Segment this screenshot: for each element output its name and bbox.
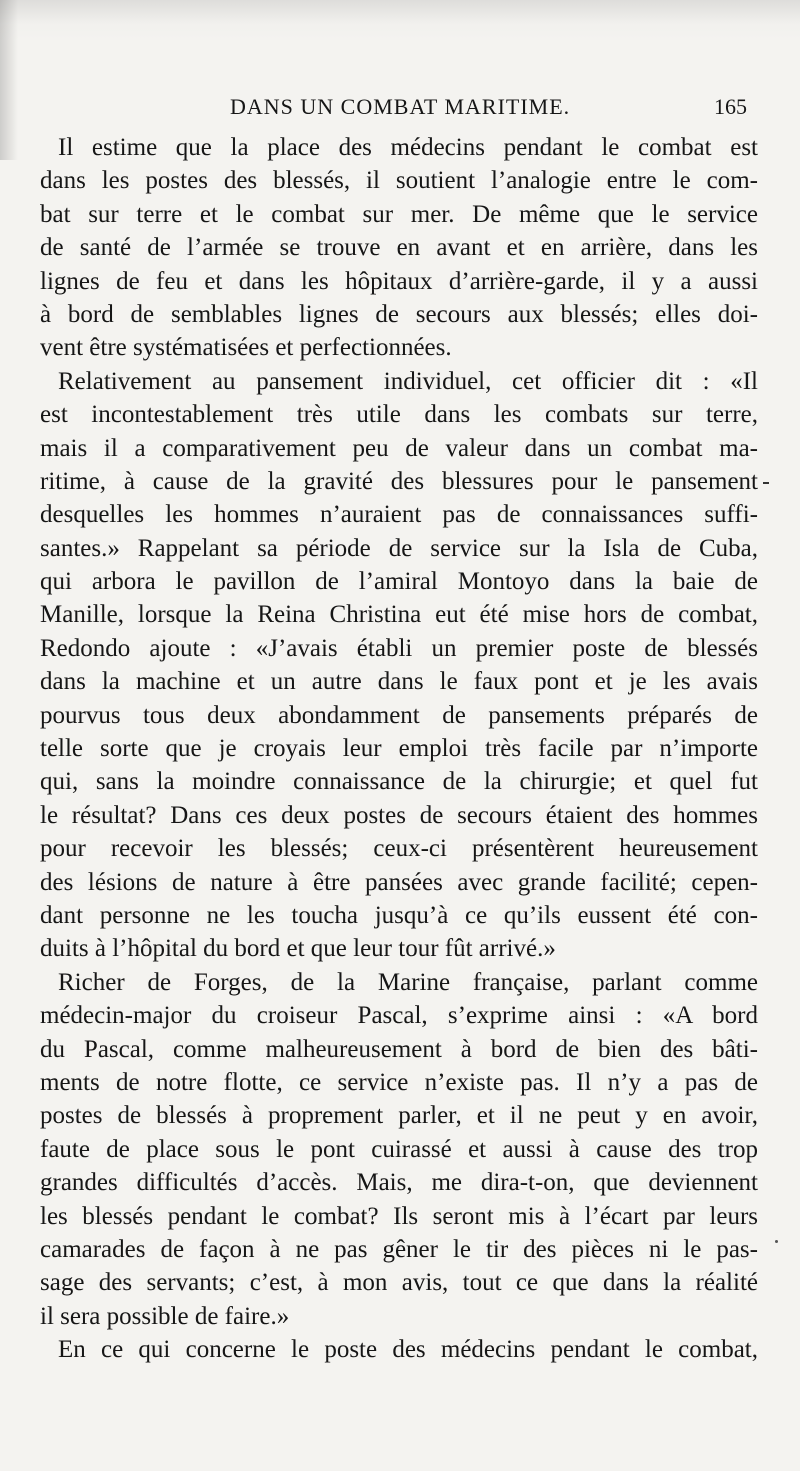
page-number: 165 (714, 94, 747, 119)
text-line: dans les postes des blessés, il soutient l’analogie entre le com- (40, 167, 758, 195)
text-line: est incontestablement très utile dans les combats sur terre, (40, 401, 758, 429)
text-line: grandes difficultés d’accès. Mais, me dira-t-on, que deviennent (40, 1169, 758, 1197)
text-line: dant personne ne les toucha jusqu’à ce qu’ils eussent été con- (40, 901, 758, 929)
running-title: DANS UN COMBAT MARITIME. (230, 94, 571, 119)
text-line: sage des servants; c’est, à mon avis, tout ce que dans la réalité (40, 1269, 758, 1297)
margin-speck (775, 1240, 778, 1243)
text-line: le résultat? Dans ces deux postes de secours étaient des hommes (40, 801, 758, 829)
text-line: postes de blessés à proprement parler, et il ne peut y en avoir, (40, 1102, 758, 1130)
text-line: Il estime que la place des médecins pendant le combat est (58, 134, 758, 161)
text-line: qui, sans la moindre connaissance de la chirurgie; et quel fut (40, 768, 758, 796)
text-line: pour recevoir les blessés; ceux-ci présentèrent heureusement (40, 835, 758, 863)
margin-mark (763, 482, 769, 484)
text-line: ments de notre flotte, ce service n’existe pas. Il n’y a pas de (40, 1068, 758, 1096)
text-line: ritime, à cause de la gravité des blessures pour le pansement (40, 467, 758, 495)
text-line: En ce qui concerne le poste des médecins pendant le combat, (58, 1336, 758, 1364)
text-line: mais il a comparativement peu de valeur dans un combat ma- (40, 434, 758, 462)
text-line: dans la machine et un autre dans le faux pont et je les avais (40, 668, 758, 696)
text-line: Relativement au pansement individuel, cet officier dit : «Il (58, 367, 758, 395)
text-line: bat sur terre et le combat sur mer. De même que le service (40, 200, 758, 228)
text-line: à bord de semblables lignes de secours aux blessés; elles doi- (40, 300, 758, 328)
text-line: du Pascal, comme malheureusement à bord de bien des bâti- (40, 1035, 758, 1063)
text-line: lignes de feu et dans les hôpitaux d’arrière-garde, il y a aussi (40, 267, 758, 295)
body-text (40, 131, 758, 1366)
text-line: qui arbora le pavillon de l’amiral Montoyo dans la baie de (40, 568, 758, 596)
text-line: médecin-major du croiseur Pascal, s’exprime ainsi : «A bord (40, 1002, 758, 1030)
text-line: duits à l’hôpital du bord et que leur tour fût arrivé.» (40, 935, 556, 963)
running-header (0, 94, 800, 124)
text-line: Redondo ajoute : «J’avais établi un premier poste de blessés (40, 634, 758, 662)
text-line: vent être systématisées et perfectionnées. (40, 334, 452, 362)
text-line: Richer de Forges, de la Marine française, parlant comme (58, 968, 758, 996)
text-line: il sera possible de faire.» (40, 1302, 290, 1330)
text-line: camarades de façon à ne pas gêner le tir des pièces ni le pas- (40, 1235, 758, 1263)
scan-shadow (0, 0, 800, 40)
text-line: les blessés pendant le combat? Ils seront mis à l’écart par leurs (40, 1202, 758, 1230)
text-line: de santé de l’armée se trouve en avant et en arrière, dans les (40, 234, 758, 262)
text-line: faute de place sous le pont cuirassé et aussi à cause des trop (40, 1135, 758, 1163)
text-line: telle sorte que je croyais leur emploi très facile par n’importe (40, 735, 758, 763)
text-line: santes.» Rappelant sa période de service sur la Isla de Cuba, (40, 534, 758, 562)
text-line: des lésions de nature à être pansées avec grande facilité; cepen- (40, 868, 758, 896)
text-line: Manille, lorsque la Reina Christina eut été mise hors de combat, (40, 601, 758, 629)
text-line: desquelles les hommes n’auraient pas de connaissances suffi- (40, 501, 758, 529)
text-line: pourvus tous deux abondamment de pansements préparés de (40, 701, 758, 729)
scan-edge-shadow (0, 0, 18, 160)
